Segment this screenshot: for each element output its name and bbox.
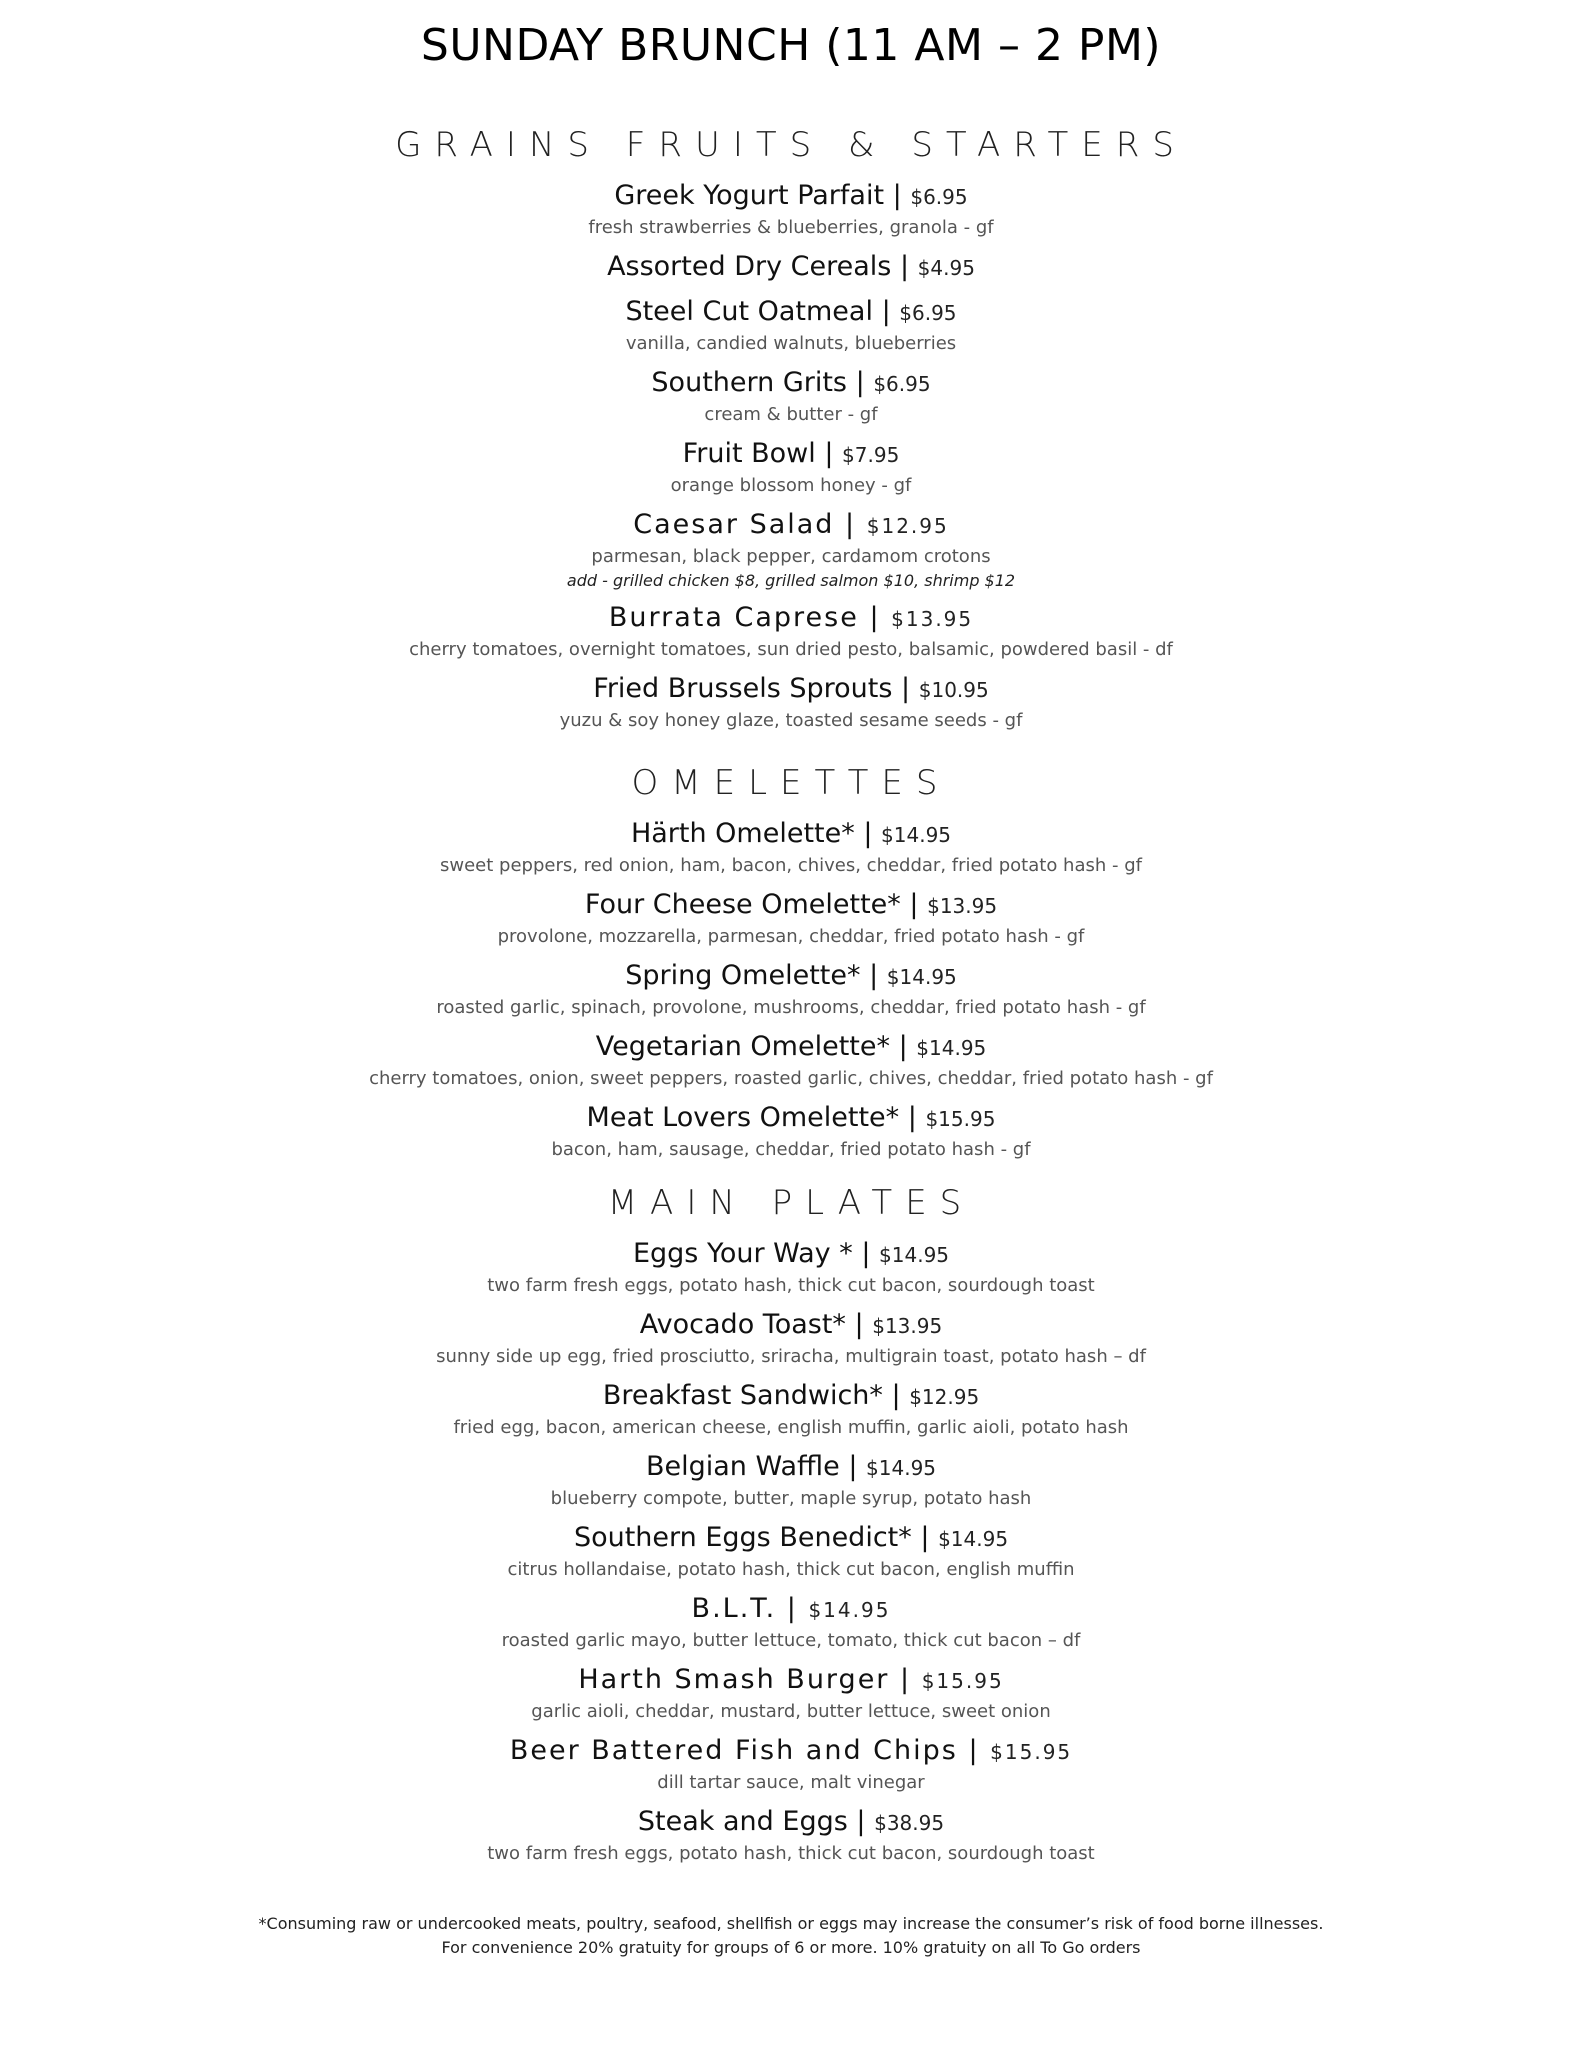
section-title: GRAINS FRUITS & STARTERS	[395, 125, 1187, 165]
footer-notice	[0, 1912, 1582, 1960]
item-price: $14.95	[879, 1243, 950, 1267]
item-description: roasted garlic mayo, butter lettuce, tomato, thick cut bacon – df	[501, 1630, 1081, 1651]
item-price: $14.95	[916, 1036, 987, 1060]
item-heading	[0, 178, 1582, 215]
item-price: $13.95	[891, 607, 974, 631]
item-heading	[0, 1662, 1582, 1699]
item-name: Southern Grits	[651, 367, 848, 398]
item-price: $14.95	[881, 823, 952, 847]
item-heading	[0, 1591, 1582, 1628]
menu-item	[0, 365, 1582, 428]
item-heading	[0, 1307, 1582, 1344]
item-heading	[0, 507, 1582, 544]
item-description: blueberry compote, butter, maple syrup, potato hash	[550, 1488, 1032, 1509]
item-description: sweet peppers, red onion, ham, bacon, chives, cheddar, fried potato hash - gf	[440, 855, 1142, 876]
menu-item	[0, 958, 1582, 1021]
item-price: $13.95	[927, 894, 998, 918]
item-description: orange blossom honey - gf	[670, 475, 912, 496]
item-separator: |	[968, 1735, 980, 1766]
gratuity-notice: For convenience 20% gratuity for groups of 6 or more. 10% gratuity on all To Go orders	[441, 1938, 1141, 1957]
item-description: cherry tomatoes, onion, sweet peppers, roasted garlic, chives, cheddar, fried potato hash - gf	[369, 1068, 1213, 1089]
item-separator: |	[899, 251, 910, 282]
item-separator: |	[869, 602, 881, 633]
item-price: $14.95	[866, 1456, 937, 1480]
item-name: Härth Omelette*	[630, 818, 855, 849]
item-name: Greek Yogurt Parfait	[614, 180, 885, 211]
item-description: garlic aioli, cheddar, mustard, butter lettuce, sweet onion	[531, 1701, 1051, 1722]
item-price: $14.95	[938, 1527, 1009, 1551]
item-name: Four Cheese Omelette*	[584, 889, 901, 920]
item-name: Breakfast Sandwich*	[602, 1380, 883, 1411]
item-separator: |	[786, 1593, 798, 1624]
item-heading	[0, 816, 1582, 853]
food-safety-disclaimer: *Consuming raw or undercooked meats, poultry, seafood, shellfish or eggs may increase the consumer’s risk of food borne illnesses.	[258, 1914, 1324, 1933]
menu-item	[0, 1378, 1582, 1441]
item-separator: |	[909, 889, 919, 920]
item-price: $7.95	[842, 443, 900, 467]
menu-item	[0, 1591, 1582, 1654]
item-price: $6.95	[873, 372, 931, 396]
item-heading	[0, 294, 1582, 331]
menu-item	[0, 1236, 1582, 1299]
item-description: yuzu & soy honey glaze, toasted sesame seeds - gf	[559, 710, 1023, 731]
item-name: Beer Battered Fish and Chips	[509, 1735, 958, 1766]
menu-item	[0, 1662, 1582, 1725]
menu-item	[0, 1520, 1582, 1583]
item-description: fresh strawberries & blueberries, granola - gf	[588, 217, 994, 238]
item-separator: |	[863, 818, 873, 849]
item-price: $12.95	[866, 514, 949, 538]
item-separator: |	[881, 296, 891, 327]
item-heading	[0, 249, 1582, 286]
item-separator: |	[907, 1102, 917, 1133]
item-name: Meat Lovers Omelette*	[586, 1102, 900, 1133]
item-name: Avocado Toast*	[639, 1309, 846, 1340]
item-separator: |	[892, 180, 902, 211]
item-name: Vegetarian Omelette*	[595, 1031, 890, 1062]
item-heading	[0, 958, 1582, 995]
menu-item	[0, 1449, 1582, 1512]
item-separator: |	[848, 1451, 858, 1482]
section-title: OMELETTES	[631, 763, 951, 803]
item-separator: |	[845, 509, 857, 540]
page-title: SUNDAY BRUNCH (11 AM – 2 PM)	[420, 20, 1162, 71]
item-price: $15.95	[990, 1740, 1073, 1764]
item-heading	[0, 1449, 1582, 1486]
item-name: Southern Eggs Benedict*	[573, 1522, 912, 1553]
item-name: Assorted Dry Cereals	[607, 251, 892, 282]
item-separator: |	[900, 1664, 912, 1695]
item-separator: |	[920, 1522, 930, 1553]
item-price: $6.95	[899, 301, 957, 325]
menu-item	[0, 600, 1582, 663]
item-price: $14.95	[886, 965, 957, 989]
section-main-plates	[0, 1180, 1582, 1875]
item-separator: |	[891, 1380, 901, 1411]
item-description: two farm fresh eggs, potato hash, thick cut bacon, sourdough toast	[487, 1275, 1095, 1296]
item-description: two farm fresh eggs, potato hash, thick cut bacon, sourdough toast	[487, 1843, 1095, 1864]
item-name: Caesar Salad	[633, 509, 835, 540]
item-description: cherry tomatoes, overnight tomatoes, sun dried pesto, balsamic, powdered basil - df	[409, 639, 1173, 660]
menu-item	[0, 507, 1582, 592]
menu-item	[0, 887, 1582, 950]
section-omelettes	[0, 760, 1582, 1171]
item-price: $14.95	[808, 1598, 891, 1622]
item-separator: |	[854, 1309, 864, 1340]
item-separator: |	[901, 673, 911, 704]
item-separator: |	[824, 438, 834, 469]
menu-item	[0, 249, 1582, 286]
item-price: $15.95	[925, 1107, 996, 1131]
item-price: $10.95	[918, 678, 989, 702]
item-price: $38.95	[874, 1811, 945, 1835]
item-description: bacon, ham, sausage, cheddar, fried potato hash - gf	[551, 1139, 1031, 1160]
item-separator: |	[861, 1238, 871, 1269]
item-heading	[0, 1236, 1582, 1273]
menu-item	[0, 294, 1582, 357]
menu-item	[0, 1307, 1582, 1370]
item-separator: |	[856, 1806, 866, 1837]
item-heading	[0, 436, 1582, 473]
menu-item	[0, 436, 1582, 499]
menu-item	[0, 178, 1582, 241]
item-separator: |	[869, 960, 879, 991]
item-description: provolone, mozzarella, parmesan, cheddar, fried potato hash - gf	[497, 926, 1085, 947]
menu-item	[0, 1100, 1582, 1163]
item-name: Steel Cut Oatmeal	[625, 296, 873, 327]
item-price: $6.95	[910, 185, 968, 209]
item-description: citrus hollandaise, potato hash, thick cut bacon, english muffin	[507, 1559, 1075, 1580]
item-name: B.L.T.	[691, 1593, 777, 1624]
item-description: dill tartar sauce, malt vinegar	[657, 1772, 925, 1793]
item-name: Spring Omelette*	[625, 960, 861, 991]
item-description: parmesan, black pepper, cardamom crotons	[591, 546, 991, 567]
item-price: $4.95	[917, 256, 975, 280]
menu-item	[0, 1733, 1582, 1796]
item-separator: |	[898, 1031, 908, 1062]
item-heading	[0, 1520, 1582, 1557]
item-heading	[0, 1100, 1582, 1137]
item-addon-note: add - grilled chicken $8, grilled salmon $10, shrimp $12	[566, 571, 1016, 590]
item-description: sunny side up egg, fried prosciutto, sriracha, multigrain toast, potato hash – df	[436, 1346, 1146, 1367]
item-name: Steak and Eggs	[637, 1806, 848, 1837]
item-price: $12.95	[909, 1385, 980, 1409]
item-name: Fruit Bowl	[682, 438, 816, 469]
item-name: Burrata Caprese	[608, 602, 859, 633]
item-heading	[0, 1804, 1582, 1841]
item-heading	[0, 600, 1582, 637]
item-description: cream & butter - gf	[704, 404, 878, 425]
item-description: roasted garlic, spinach, provolone, mushrooms, cheddar, fried potato hash - gf	[436, 997, 1146, 1018]
item-name: Belgian Waffle	[645, 1451, 840, 1482]
menu-item	[0, 1029, 1582, 1092]
item-description: vanilla, candied walnuts, blueberries	[625, 333, 957, 354]
item-heading	[0, 887, 1582, 924]
item-separator: |	[855, 367, 865, 398]
section-title: MAIN PLATES	[607, 1183, 975, 1223]
section-grains-fruits-starters	[0, 122, 1582, 742]
item-name: Harth Smash Burger	[578, 1664, 890, 1695]
item-description: fried egg, bacon, american cheese, english muffin, garlic aioli, potato hash	[453, 1417, 1129, 1438]
item-heading	[0, 671, 1582, 708]
item-heading	[0, 1029, 1582, 1066]
item-price: $13.95	[872, 1314, 943, 1338]
item-name: Fried Brussels Sprouts	[593, 673, 893, 704]
menu-item	[0, 816, 1582, 879]
item-price: $15.95	[921, 1669, 1004, 1693]
menu-item	[0, 1804, 1582, 1867]
item-name: Eggs Your Way *	[632, 1238, 853, 1269]
item-heading	[0, 365, 1582, 402]
item-heading	[0, 1378, 1582, 1415]
menu-item	[0, 671, 1582, 734]
item-heading	[0, 1733, 1582, 1770]
